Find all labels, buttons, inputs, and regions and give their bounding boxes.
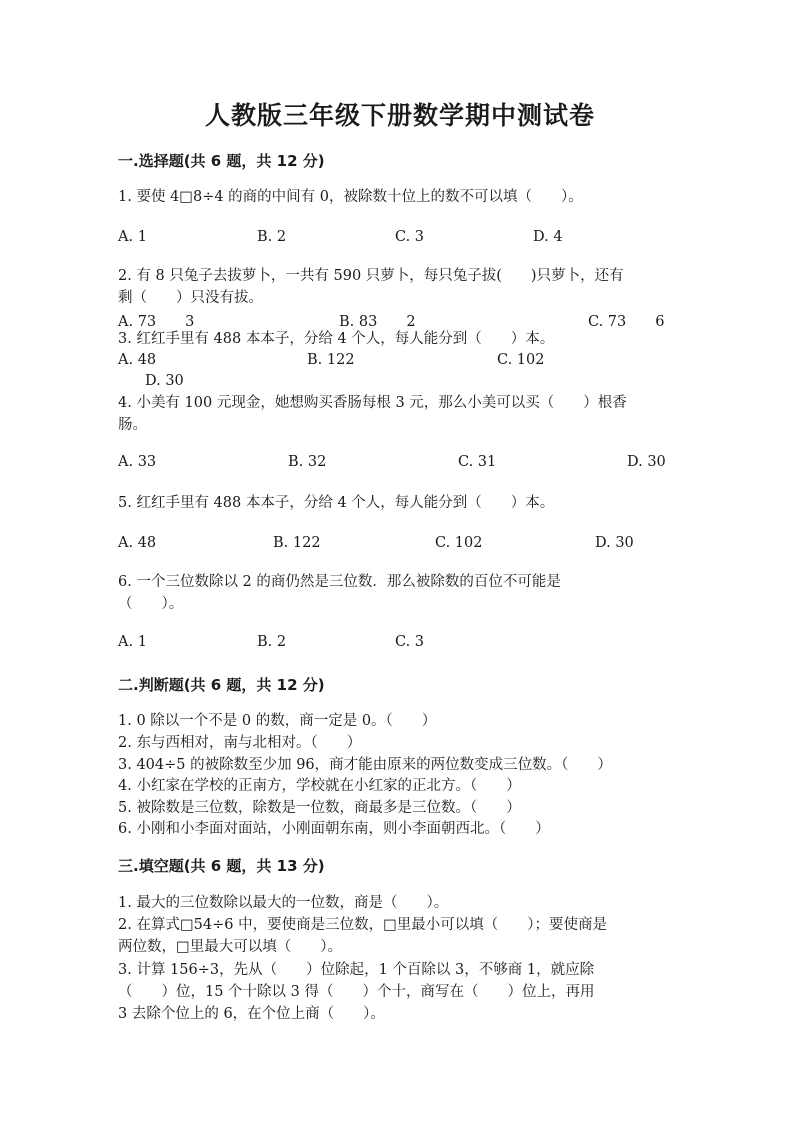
judge-item: 5. 被除数是三位数，除数是一位数，商最多是三位数。（ ） xyxy=(118,800,521,816)
option-a: A. 33 xyxy=(118,454,157,470)
option-c: C. 73 6 xyxy=(588,314,665,330)
option-c: C. 102 xyxy=(435,535,483,551)
option-a: A. 1 xyxy=(118,634,147,650)
judge-item: 4. 小红家在学校的正南方，学校就在小红家的正北方。（ ） xyxy=(118,778,521,794)
question-stem-continued: 剩（ ）只没有拔。 xyxy=(118,290,263,306)
fill-item-continued: 3 去除个位上的 6，在个位上商（ ）。 xyxy=(118,1006,385,1022)
section-heading-fill: 三.填空题(共 6 题，共 13 分) xyxy=(118,857,325,875)
option-b: B. 122 xyxy=(307,352,355,368)
option-d: D. 30 xyxy=(145,373,184,389)
option-a: A. 48 xyxy=(118,535,157,551)
question-stem: 3. 红红手里有 488 本本子，分给 4 个人，每人能分到（ ）本。 xyxy=(118,331,555,347)
fill-item: 2. 在算式□54÷6 中，要使商是三位数，□里最小可以填（ ）；要使商是 xyxy=(118,917,608,933)
fill-item-continued: （ ）位，15 个十除以 3 得（ ）个十，商写在（ ）位上，再用 xyxy=(118,984,595,1000)
option-c: C. 3 xyxy=(395,229,425,245)
question-stem-continued: 肠。 xyxy=(118,417,147,433)
fill-item: 1. 最大的三位数除以最大的一位数，商是（ ）。 xyxy=(118,895,449,911)
option-b: B. 2 xyxy=(257,229,287,245)
judge-item: 2. 东与西相对，南与北相对。（ ） xyxy=(118,735,362,751)
question-stem: 2. 有 8 只兔子去拔萝卜，一共有 590 只萝卜，每只兔子拔( )只萝卜，还有 xyxy=(118,268,624,284)
option-c: C. 31 xyxy=(458,454,497,470)
judge-item: 1. 0 除以一个不是 0 的数，商一定是 0。（ ） xyxy=(118,713,437,729)
option-b: B. 83 2 xyxy=(339,314,416,330)
option-a: A. 73 3 xyxy=(118,314,195,330)
question-stem: 5. 红红手里有 488 本本子，分给 4 个人，每人能分到（ ）本。 xyxy=(118,495,555,511)
option-d: D. 4 xyxy=(533,229,563,245)
question-stem-continued: （ ）。 xyxy=(118,596,184,612)
option-a: A. 48 xyxy=(118,352,157,368)
question-stem: 1. 要使 4□8÷4 的商的中间有 0，被除数十位上的数不可以填（ ）。 xyxy=(118,189,583,205)
option-c: C. 102 xyxy=(497,352,545,368)
option-b: B. 32 xyxy=(288,454,327,470)
option-d: D. 30 xyxy=(595,535,634,551)
section-heading-choice: 一.选择题(共 6 题，共 12 分) xyxy=(118,152,325,170)
option-a: A. 1 xyxy=(118,229,147,245)
question-stem: 6. 一个三位数除以 2 的商仍然是三位数．那么被除数的百位不可能是 xyxy=(118,574,561,590)
judge-item: 6. 小刚和小李面对面站，小刚面朝东南，则小李面朝西北。（ ） xyxy=(118,821,550,837)
fill-item-continued: 两位数，□里最大可以填（ ）。 xyxy=(118,939,342,955)
fill-item: 3. 计算 156÷3，先从（ ）位除起，1 个百除以 3，不够商 1，就应除 xyxy=(118,962,595,978)
question-stem: 4. 小美有 100 元现金，她想购买香肠每根 3 元，那么小美可以买（ ）根香 xyxy=(118,395,627,411)
judge-item: 3. 404÷5 的被除数至少加 96，商才能由原来的两位数变成三位数。（ ） xyxy=(118,757,612,773)
page-title: 人教版三年级下册数学期中测试卷 xyxy=(204,101,595,130)
option-b: B. 122 xyxy=(273,535,321,551)
option-c: C. 3 xyxy=(395,634,425,650)
section-heading-judge: 二.判断题(共 6 题，共 12 分) xyxy=(118,676,325,694)
option-d: D. 30 xyxy=(627,454,666,470)
option-b: B. 2 xyxy=(257,634,287,650)
